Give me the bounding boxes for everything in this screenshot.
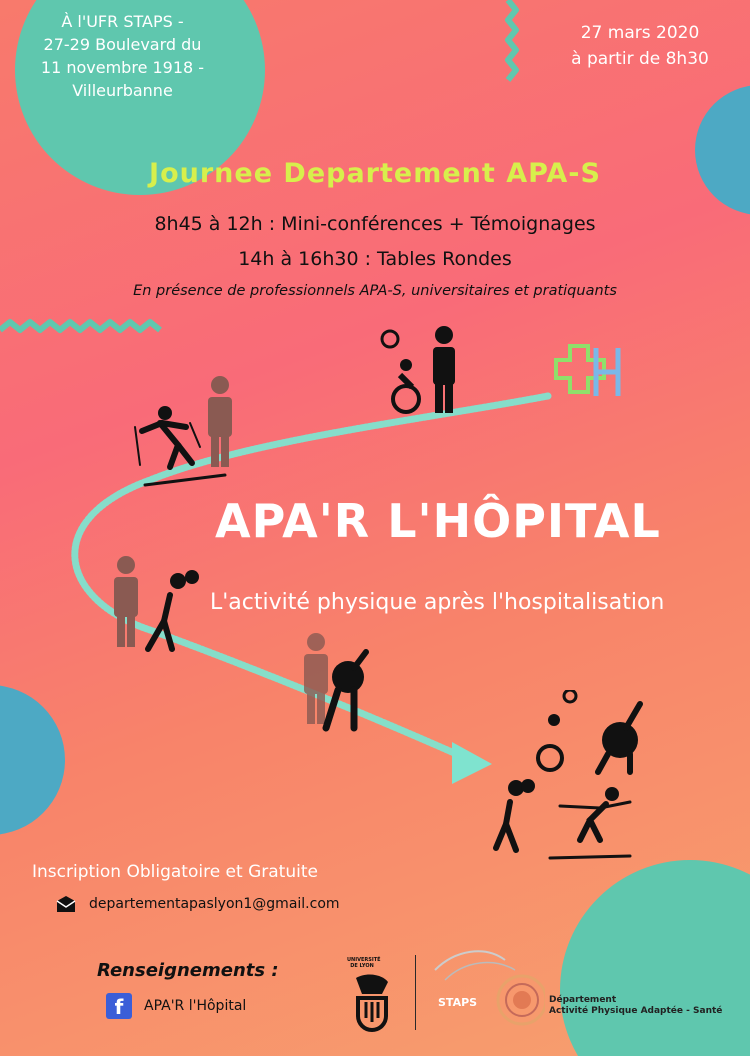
skier-and-person-group [130, 375, 240, 490]
university-lion-logo [352, 972, 392, 1032]
facebook-icon: f [106, 993, 132, 1019]
boxer-icon [496, 779, 535, 850]
standing-person-icon [114, 556, 138, 647]
athletes-group [490, 690, 660, 860]
standing-person-icon [433, 326, 455, 413]
staps-logo [425, 940, 545, 1030]
skier-icon [550, 787, 630, 858]
venue-line: 11 novembre 1918 - [40, 58, 205, 77]
venue-line: Villeurbanne [72, 81, 173, 100]
wheelchair-athlete-icon [382, 331, 419, 412]
wheelchair-group [378, 325, 468, 415]
blue-circle-left [0, 685, 65, 835]
date-line: 27 mars 2020 [580, 23, 700, 43]
university-logo-text: UNIVERSITÉ DE LYON [347, 957, 381, 969]
stretch-group [298, 632, 378, 732]
facebook-link[interactable] [106, 993, 246, 1019]
boxer-group [108, 555, 208, 655]
subtitle: L'activité physique après l'hospitalisation [210, 590, 665, 615]
time-line: à partir de 8h30 [571, 49, 709, 69]
logo-divider [415, 955, 416, 1030]
standing-person-icon [208, 376, 232, 467]
main-title: APA'R L'HÔPITAL [215, 494, 661, 548]
teal-circle-bottom-right [560, 860, 750, 1056]
schedule-afternoon: 14h à 16h30 : Tables Rondes [238, 248, 512, 270]
presence-note: En présence de professionnels APA-S, universitaires et pratiquants [133, 283, 617, 299]
department-line: Activité Physique Adaptée - Santé [549, 1006, 723, 1016]
event-title: Journee Departement APA-S [149, 158, 601, 189]
department-name [549, 995, 722, 1017]
facebook-page-name[interactable]: APA'R l'Hôpital [144, 998, 247, 1014]
hospital-cross-icon [552, 342, 624, 404]
envelope-icon [55, 895, 77, 913]
standing-person-icon [304, 633, 328, 724]
boxer-icon [148, 570, 199, 649]
department-line: Département [549, 995, 617, 1005]
stretching-person-icon [326, 652, 366, 728]
event-date [540, 20, 740, 72]
zigzag-left [0, 322, 160, 330]
venue-address [20, 10, 225, 102]
info-heading: Renseignements : [97, 960, 279, 981]
venue-line: À l'UFR STAPS - [61, 12, 184, 31]
schedule-morning: 8h45 à 12h : Mini-conférences + Témoignages [154, 213, 596, 235]
venue-line: 27-29 Boulevard du [43, 35, 202, 54]
stretching-person-icon [598, 704, 640, 772]
blue-circle-top-right [695, 85, 750, 215]
staps-label: STAPS [438, 996, 478, 1009]
journey-arrow-head [452, 742, 492, 784]
wheelchair-athlete-icon [538, 690, 576, 770]
email-contact[interactable] [55, 895, 340, 913]
registration-note: Inscription Obligatoire et Gratuite [32, 862, 318, 882]
email-address[interactable]: departementapaslyon1@gmail.com [89, 896, 340, 912]
zigzag-top [508, 0, 516, 80]
